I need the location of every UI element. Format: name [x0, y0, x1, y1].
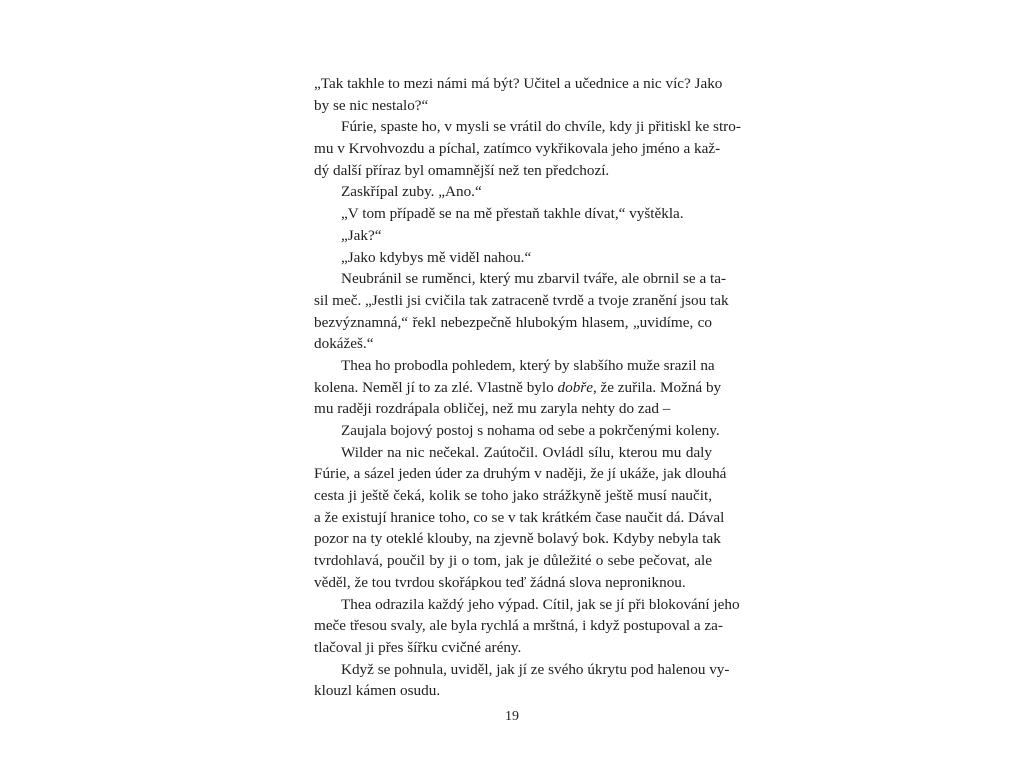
paragraph: [314, 203, 712, 225]
text-line: mu v Krvohvozdu a píchal, zatímco vykřikovala jeho jméno a kaž-: [314, 140, 721, 158]
text-line: tvrdohlavá, poučil by ji o tom, jak je důležité o sebe pečovat, ale: [314, 552, 712, 570]
paragraph: [314, 268, 729, 355]
text-line: Thea ho probodla pohledem, který by slabšího muže srazil na: [341, 356, 715, 374]
text-line: Zaskřípal zuby. „Ano.“: [341, 183, 482, 201]
text-line: „V tom případě se na mě přestaň takhle dívat,“ vyštěkla.: [341, 205, 684, 223]
paragraph: [314, 73, 723, 116]
emphasis-text: dobře: [557, 378, 593, 396]
text-line: „Jak?“: [341, 226, 382, 244]
page-number: 19: [505, 709, 519, 724]
paragraph: [314, 355, 722, 420]
text-line: „Tak takhle to mezi námi má být? Učitel a učednice a nic víc? Jako: [314, 75, 723, 92]
paragraph: [314, 420, 720, 442]
body-text: [314, 73, 741, 702]
text-line: cesta ji ještě čeká, kolik se toho jako strážkyně ještě musí naučit,: [314, 487, 712, 505]
paragraph: [314, 116, 741, 181]
text-line: Zaujala bojový postoj s nohama od sebe a pokrčenými koleny.: [341, 422, 720, 439]
text-line: klouzl kámen osudu.: [314, 682, 441, 700]
text-line: bezvýznamná,“ řekl nebezpečně hlubokým hlasem, „uvidíme, co: [314, 313, 712, 331]
text-line: pozor na ty oteklé klouby, na zjevně bolavý bok. Kdyby nebyla tak: [314, 530, 721, 548]
paragraph: [314, 594, 740, 659]
text-line: a že existují hranice toho, co se v tak krátkém čase naučit dá. Dával: [314, 508, 725, 526]
text-line: dokážeš.“: [314, 335, 374, 353]
paragraph: [314, 247, 712, 269]
paragraph: [314, 442, 727, 594]
paragraph: [314, 181, 712, 203]
text-line: věděl, že tou tvrdou skořápkou teď žádná slova neproniknou.: [314, 573, 686, 591]
text-line: [314, 377, 722, 399]
text-line: Fúrie, spaste ho, v mysli se vrátil do chvíle, kdy ji přitiskl ke stro-: [341, 118, 741, 136]
text-segment: kolena. Neměl jí to za zlé. Vlastně bylo: [314, 378, 558, 396]
text-line: dý další příraz byl omamnější než ten předchozí.: [314, 161, 610, 179]
text-line: Thea odrazila každý jeho výpad. Cítil, jak se jí při blokování jeho: [341, 595, 740, 613]
text-line: tlačoval ji přes šířku cvičné arény.: [314, 638, 522, 656]
text-line: Když se pohnula, uviděl, jak jí ze svého úkrytu pod halenou vy-: [341, 660, 730, 678]
text-line: „Jako kdybys mě viděl nahou.“: [341, 248, 532, 266]
paragraph: [314, 225, 712, 247]
text-line: by se nic nestalo?“: [314, 96, 429, 114]
text-line: mu raději rozdrápala obličej, než mu zaryla nehty do zad –: [314, 400, 671, 418]
text-line: sil meč. „Jestli jsi cvičila tak zatraceně tvrdě a tvoje zranění jsou tak: [314, 291, 729, 309]
text-segment: , že zuřila. Možná by: [592, 378, 722, 396]
text-line: Fúrie, a sázel jeden úder za druhým v naději, že jí ukáže, jak dlouhá: [314, 465, 727, 483]
text-line: meče třesou svaly, ale byla rychlá a mrštná, i když postupoval a za-: [314, 617, 723, 635]
text-line: Wilder na nic nečekal. Zaútočil. Ovládl sílu, kterou mu daly: [341, 443, 712, 461]
text-line: Neubránil se ruměnci, který mu zbarvil tváře, ale obrnil se a ta-: [341, 270, 727, 288]
paragraph: [314, 659, 730, 702]
